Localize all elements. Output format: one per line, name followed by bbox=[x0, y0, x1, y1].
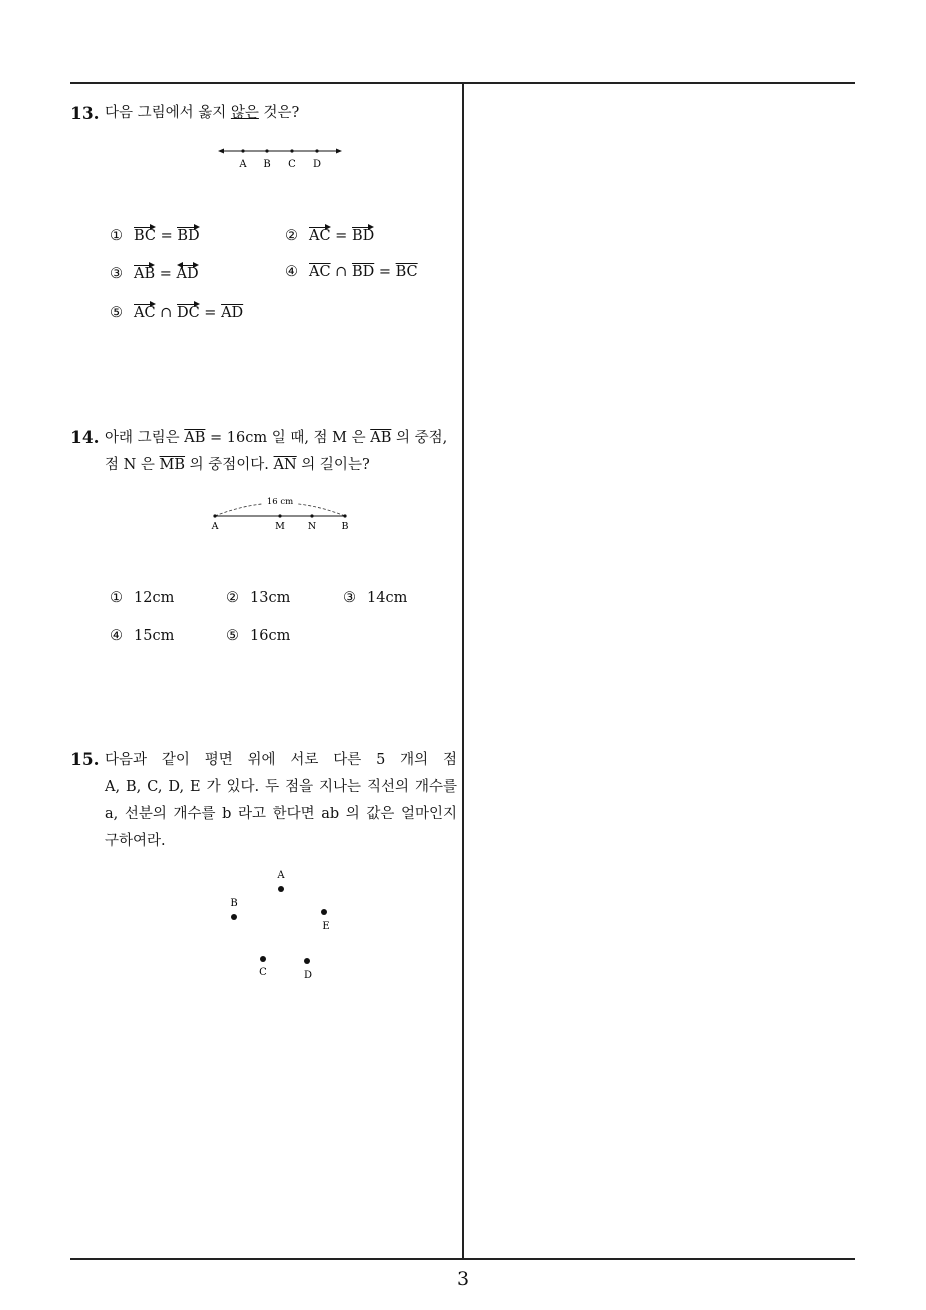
q15-label-e: E bbox=[322, 921, 330, 932]
q15-label-a: A bbox=[277, 870, 285, 881]
q14-label-n: N bbox=[307, 521, 317, 532]
q14-text-line2: 점 N 은 $\overline{MB}$ 의 중점이다. $\overline{AN}$ 의 길이는? bbox=[105, 457, 370, 473]
q14-choice-2[interactable]: ② 13cm bbox=[226, 590, 291, 606]
q13-choice-4[interactable]: ④ $\overline{AC}$ ∩ $\overline{BD} = \overline{BC}$ bbox=[285, 264, 418, 280]
q14-choice-1[interactable]: ① 12cm bbox=[110, 590, 175, 606]
bottom-rule bbox=[70, 1258, 855, 1260]
page-number: 3 bbox=[456, 1268, 470, 1290]
q15-number: 15. bbox=[70, 750, 100, 770]
q13-label-a: A bbox=[239, 159, 247, 170]
q13-choice-3[interactable]: ③ AB = AD bbox=[110, 264, 199, 282]
q15-point-e bbox=[321, 909, 327, 915]
q14-label-m: M bbox=[275, 521, 285, 532]
q14-choice-4[interactable]: ④ 15cm bbox=[110, 628, 175, 644]
q13-label-d: D bbox=[312, 159, 322, 170]
q14-choice-5[interactable]: ⑤ 16cm bbox=[226, 628, 291, 644]
q14-text-line1: 아래 그림은 $\overline{AB} = 16cm$ 일 때, 점 M 은 $\overline{AB}$ 의 중점, bbox=[105, 430, 448, 446]
q15-point-a bbox=[278, 886, 284, 892]
q14-length-label: 16 cm bbox=[266, 497, 294, 507]
q13-text: 다음 그림에서 옳지 않은 것은? bbox=[105, 105, 300, 121]
q15-label-b: B bbox=[230, 898, 238, 909]
q14-label-b: B bbox=[341, 521, 349, 532]
q15-label-c: C bbox=[259, 967, 267, 978]
q15-point-c bbox=[260, 956, 266, 962]
q15-label-d: D bbox=[303, 970, 313, 981]
q14-choice-3[interactable]: ③ 14cm bbox=[343, 590, 408, 606]
q13-number: 13. bbox=[70, 104, 100, 124]
q15-point-b bbox=[231, 914, 237, 920]
q15-text-line2: A, B, C, D, E 가 있다. 두 점을 지나는 직선의 개수를 bbox=[105, 779, 457, 795]
q15-point-d bbox=[304, 958, 310, 964]
q13-choice-1[interactable]: ① BC = BD bbox=[110, 228, 200, 244]
q15-text-line1: 다음과 같이 평면 위에 서로 다른 5 개의 점 bbox=[105, 752, 457, 768]
q13-choice-5[interactable]: ⑤ AC ∩ DC = $\overline{AD}$ bbox=[110, 305, 244, 321]
q13-label-b: B bbox=[263, 159, 271, 170]
q14-number: 14. bbox=[70, 428, 100, 448]
q13-label-c: C bbox=[288, 159, 296, 170]
q15-points-figure bbox=[0, 0, 463, 1000]
q14-label-a: A bbox=[211, 521, 219, 532]
q13-choice-2[interactable]: ② AC = BD bbox=[285, 228, 375, 244]
q15-text-line3: a, 선분의 개수를 b 라고 한다면 ab 의 값은 얼마인지 bbox=[105, 806, 457, 822]
q13-underlined-word: 않은 bbox=[230, 105, 259, 121]
q15-text-line4: 구하여라. bbox=[105, 833, 166, 849]
